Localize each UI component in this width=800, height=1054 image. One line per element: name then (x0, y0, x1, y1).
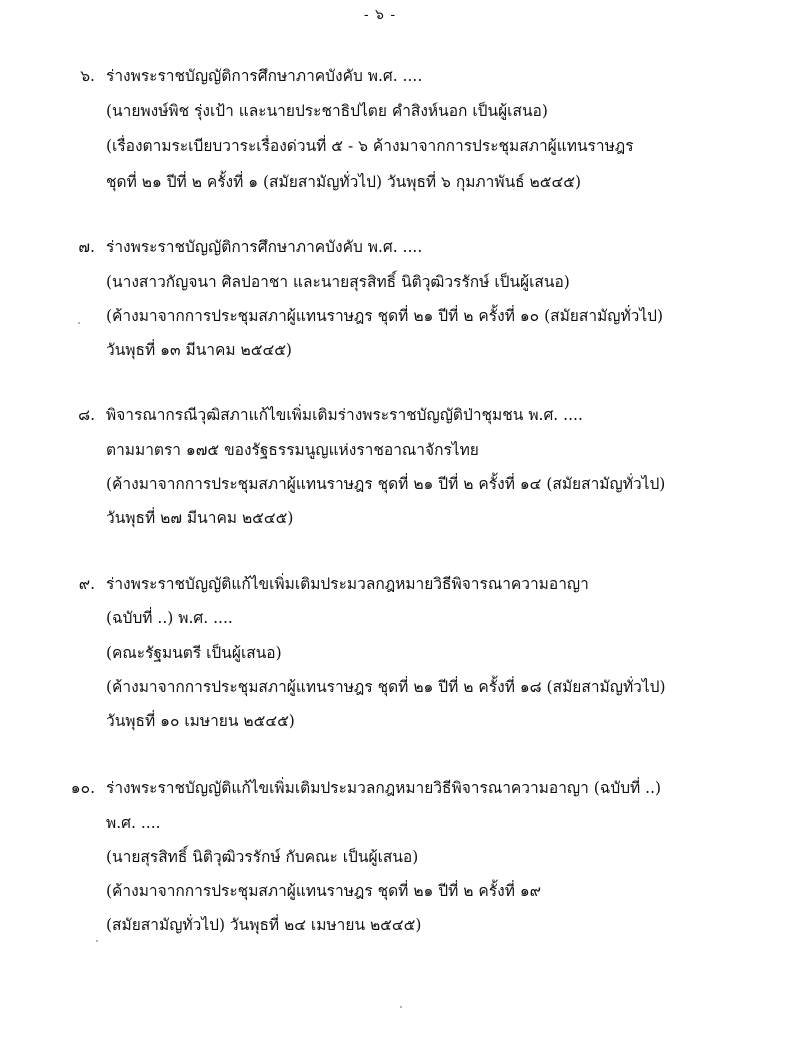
item-proposer: (นางสาวกัญจนา ศิลปอาชา และนายสุรสิทธิ์ นิติวุฒิวรรักษ์ เป็นผู้เสนอ) (106, 273, 570, 291)
item-note: (ค้างมาจากการประชุมสภาผู้แทนราษฎร ชุดที่ ๒๑ ปีที่ ๒ ครั้งที่ ๑๔ (สมัยสามัญทั่วไป) (106, 475, 666, 493)
item-title: ร่างพระราชบัญญัติแก้ไขเพิ่มเติมประมวลกฎหมายวิธีพิจารณาความอาญา (106, 575, 589, 593)
scan-speck (400, 1006, 402, 1008)
item-note-cont: วันพุธที่ ๑๓ มีนาคม ๒๕๔๕) (106, 341, 292, 359)
item-number: ๘. (78, 406, 95, 424)
item-title-cont: (ฉบับที่ ..) พ.ศ. .... (106, 609, 233, 627)
item-note-cont: วันพุธที่ ๑๐ เมษายน ๒๕๔๕) (106, 712, 295, 730)
item-number: ๗. (78, 238, 95, 256)
item-title-cont: ตามมาตรา ๑๗๕ ของรัฐธรรมนูญแห่งราชอาณาจักรไทย (106, 441, 479, 459)
item-number: ๑๐. (70, 779, 95, 797)
item-title: ร่างพระราชบัญญัติการศึกษาภาคบังคับ พ.ศ. .... (106, 67, 423, 85)
scan-speck (96, 940, 98, 942)
item-proposer: (นายพงษ์พิช รุ่งเป้า และนายประชาธิปไตย คำสิงห์นอก เป็นผู้เสนอ) (106, 102, 548, 120)
item-note-cont: วันพุธที่ ๒๗ มีนาคม ๒๕๔๕) (106, 509, 294, 527)
item-note: (ค้างมาจากการประชุมสภาผู้แทนราษฎร ชุดที่ ๒๑ ปีที่ ๒ ครั้งที่ ๑๐ (สมัยสามัญทั่วไป) (106, 307, 664, 325)
page-number: - ๖ - (363, 7, 397, 23)
item-number: ๙. (78, 575, 95, 593)
scan-speck (78, 322, 80, 324)
item-number: ๖. (80, 67, 95, 85)
item-proposer: (นายสุรสิทธิ์ นิติวุฒิวรรักษ์ กับคณะ เป็นผู้เสนอ) (106, 848, 419, 866)
item-title: ร่างพระราชบัญญัติแก้ไขเพิ่มเติมประมวลกฎหมายวิธีพิจารณาความอาญา (ฉบับที่ ..) (106, 779, 662, 797)
item-title: ร่างพระราชบัญญัติการศึกษาภาคบังคับ พ.ศ. .... (106, 238, 423, 256)
item-note-cont: ชุดที่ ๒๑ ปีที่ ๒ ครั้งที่ ๑ (สมัยสามัญทั่วไป) วันพุธที่ ๖ กุมภาพันธ์ ๒๕๔๕) (106, 173, 582, 191)
item-title-cont: พ.ศ. .... (106, 814, 161, 832)
item-proposer: (คณะรัฐมนตรี เป็นผู้เสนอ) (106, 644, 282, 662)
item-note: (ค้างมาจากการประชุมสภาผู้แทนราษฎร ชุดที่ ๒๑ ปีที่ ๒ ครั้งที่ ๑๙ (106, 882, 542, 900)
item-note: (เรื่องตามระเบียบวาระเรื่องด่วนที่ ๕ - ๖ ค้างมาจากการประชุมสภาผู้แทนราษฎร (106, 137, 634, 155)
item-title: พิจารณากรณีวุฒิสภาแก้ไขเพิ่มเติมร่างพระราชบัญญัติป่าชุมชน พ.ศ. .... (106, 406, 583, 424)
item-note-cont: (สมัยสามัญทั่วไป) วันพุธที่ ๒๔ เมษายน ๒๕๔๕) (106, 916, 422, 934)
item-note: (ค้างมาจากการประชุมสภาผู้แทนราษฎร ชุดที่ ๒๑ ปีที่ ๒ ครั้งที่ ๑๘ (สมัยสามัญทั่วไป) (106, 678, 666, 696)
